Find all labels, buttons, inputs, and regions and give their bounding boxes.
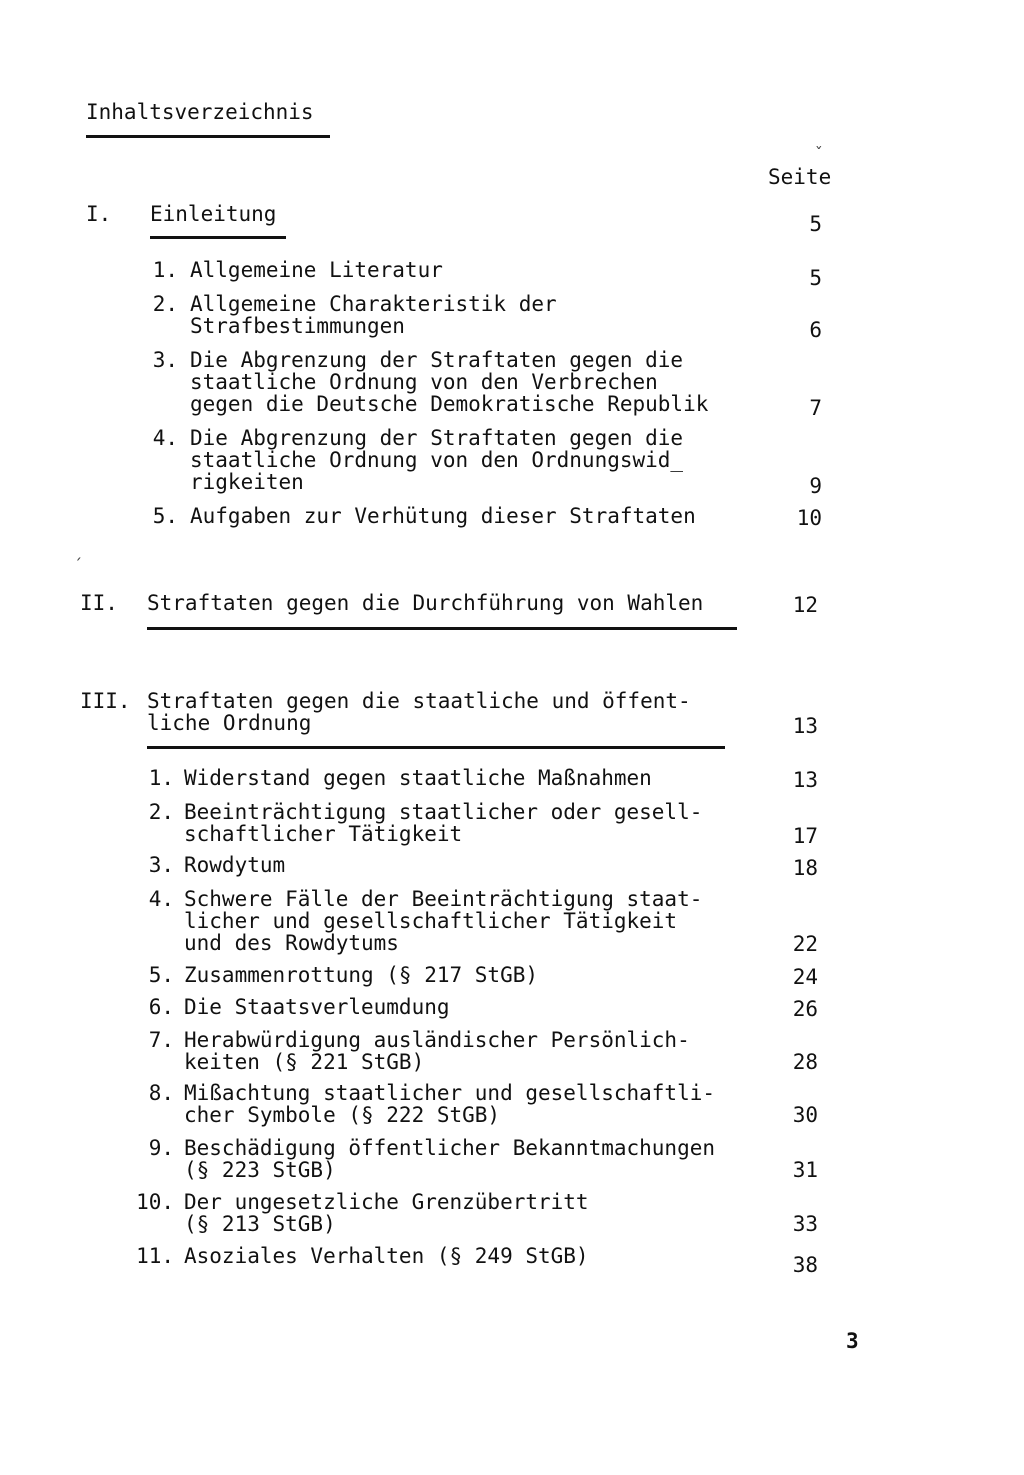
section-underline [147,746,725,749]
section-heading: Einleitung [150,202,277,226]
item-text: gegen die Deutsche Demokratische Republik [190,392,709,416]
item-text: Strafbestimmungen [190,314,405,338]
item-page: 10 [796,506,822,530]
item-number: 1. [152,258,178,282]
item-page: 18 [792,856,818,880]
item-text: Schwere Fälle der Beeinträchtigung staat- [184,887,703,911]
item-page: 28 [792,1050,818,1074]
item-text: Zusammenrottung (§ 217 StGB) [184,963,539,987]
item-page: 24 [792,965,818,989]
section-page: 5 [809,212,822,236]
section-numeral: II. [80,591,118,615]
item-text: keiten (§ 221 StGB) [184,1050,425,1074]
item-number: 1. [148,766,174,790]
item-page: 22 [792,932,818,956]
item-text: Allgemeine Charakteristik der [190,292,557,316]
section-numeral: I. [86,202,112,226]
item-text: Widerstand gegen staatliche Maßnahmen [184,766,652,790]
item-text: Allgemeine Literatur [190,258,443,282]
section-heading: liche Ordnung [147,711,312,735]
item-number: 5. [152,504,178,528]
item-page: 31 [792,1158,818,1182]
page-number: 3 [846,1329,859,1353]
item-page: 7 [809,396,822,420]
item-text: und des Rowdytums [184,931,399,955]
title-underline [86,135,330,138]
item-text: Mißachtung staatlicher und gesellschaftli- [184,1081,716,1105]
item-page: 5 [809,266,822,290]
item-text: Die Abgrenzung der Straftaten gegen die [190,348,684,372]
item-text: staatliche Ordnung von den Ordnungswid_ [190,448,684,472]
item-page: 26 [792,997,818,1021]
item-text: Die Abgrenzung der Straftaten gegen die [190,426,684,450]
section-numeral: III. [80,689,131,713]
item-page: 30 [792,1103,818,1127]
item-text: Die Staatsverleumdung [184,995,450,1019]
item-text: Asoziales Verhalten (§ 249 StGB) [184,1244,589,1268]
stray-mark: ˏ [74,541,84,560]
section-page: 12 [792,593,818,617]
item-number: 5. [148,963,174,987]
item-text: Der ungesetzliche Grenzübertritt [184,1190,589,1214]
item-page: 9 [809,474,822,498]
item-text: Rowdytum [184,853,286,877]
item-text: cher Symbole (§ 222 StGB) [184,1103,501,1127]
item-text: Beschädigung öffentlicher Bekanntmachungen [184,1136,716,1160]
seite-label: Seite [768,165,832,189]
item-text: schaftlicher Tätigkeit [184,822,463,846]
item-text: (§ 213 StGB) [184,1212,336,1236]
item-number: 9. [148,1136,174,1160]
item-number: 4. [152,426,178,450]
item-text: licher und gesellschaftlicher Tätigkeit [184,909,678,933]
item-text: staatliche Ordnung von den Verbrechen [190,370,658,394]
item-text: Beeinträchtigung staatlicher oder gesell- [184,800,703,824]
section-heading: Straftaten gegen die staatliche und öffent- [147,689,691,713]
stray-mark: ˇ [814,144,824,163]
item-page: 38 [792,1253,818,1277]
item-page: 6 [809,318,822,342]
item-text: rigkeiten [190,470,304,494]
section-page: 13 [792,714,818,738]
item-page: 33 [792,1212,818,1236]
item-text: Aufgaben zur Verhütung dieser Straftaten [190,504,696,528]
item-number: 8. [148,1081,174,1105]
item-number: 7. [148,1028,174,1052]
section-underline [147,627,737,630]
item-page: 13 [792,768,818,792]
item-number: 2. [152,292,178,316]
item-number: 3. [148,853,174,877]
item-number: 3. [152,348,178,372]
item-number: 10. [136,1190,174,1214]
page-title: Inhaltsverzeichnis [86,100,314,124]
item-number: 2. [148,800,174,824]
item-number: 6. [148,995,174,1019]
item-text: (§ 223 StGB) [184,1158,336,1182]
item-number: 4. [148,887,174,911]
item-number: 11. [136,1244,174,1268]
section-heading: Straftaten gegen die Durchführung von Wahlen [147,591,704,615]
section-underline [150,236,286,239]
item-text: Herabwürdigung ausländischer Persönlich- [184,1028,690,1052]
item-page: 17 [792,824,818,848]
